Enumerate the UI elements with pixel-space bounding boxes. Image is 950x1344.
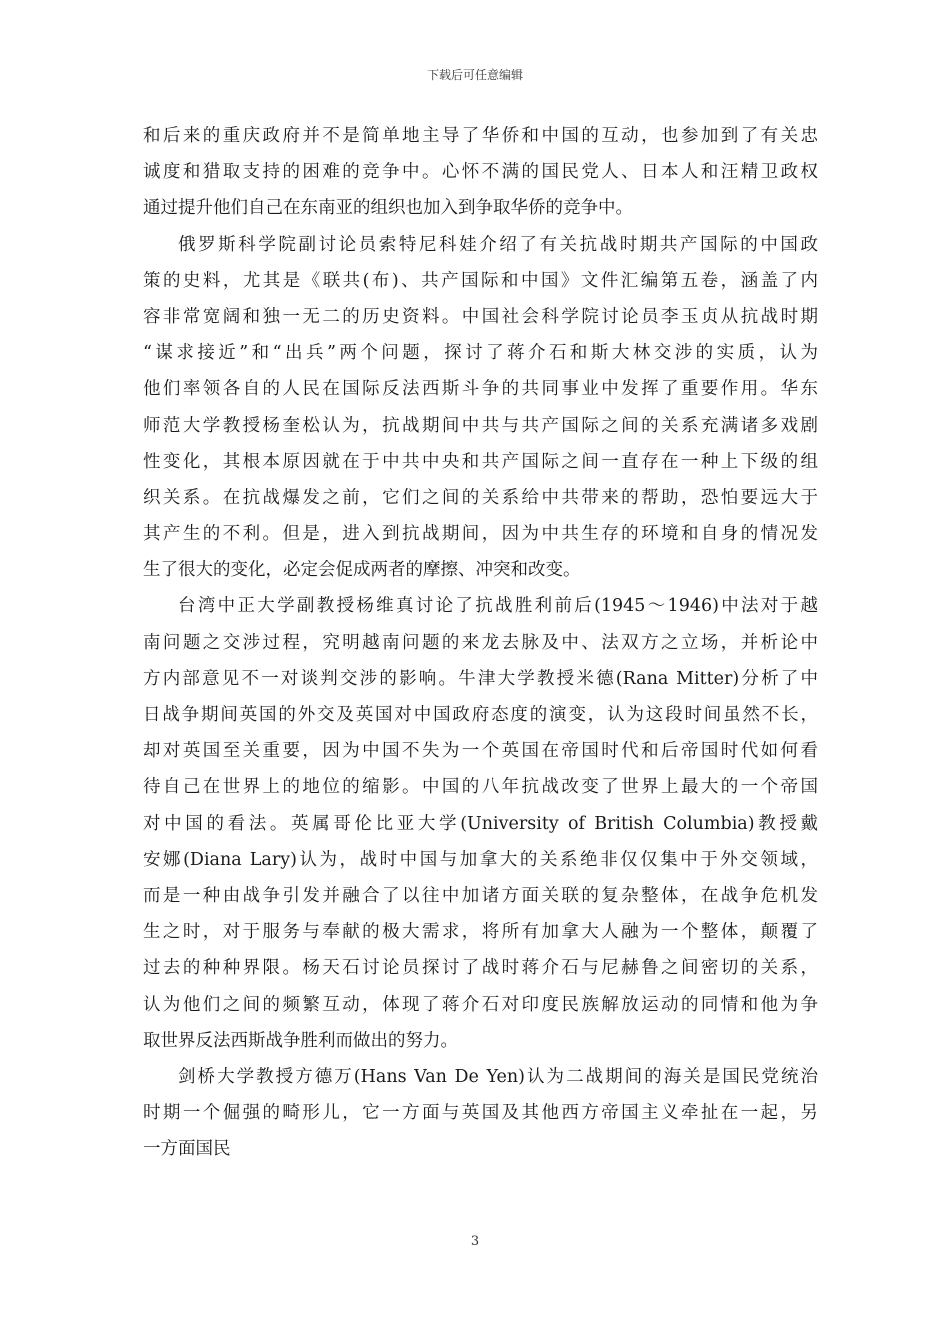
text-line: 容非常宽阔和独一无二的历史资料。中国社会科学院讨论员李玉贞从抗战时期 (143, 306, 818, 327)
text-line: 却对英国至关重要，因为中国不失为一个英国在帝国时代和后帝国时代如何看 (143, 741, 818, 762)
page-number: 3 (470, 1234, 480, 1249)
text-line: 他们率领各自的人民在国际反法西斯斗争的共同事业中发挥了重要作用。华东 (143, 379, 818, 400)
text-line: 织关系。在抗战爆发之前，它们之间的关系给中共带来的帮助，恐怕要远大于 (143, 487, 818, 508)
document-body (143, 118, 818, 1167)
text-line: 安娜(Diana Lary)认为，战时中国与加拿大的关系绝非仅仅集中于外交领域， (143, 849, 818, 870)
text-line: 认为他们之间的频繁互动，体现了蒋介石对印度民族解放运动的同情和他为争 (143, 994, 818, 1015)
text-line: 通过提升他们自己在东南亚的组织也加入到争取华侨的竞争中。 (143, 198, 633, 219)
text-line: 台湾中正大学副教授杨维真讨论了抗战胜利前后(1945～1946)中法对于越 (178, 596, 818, 617)
text-line: 生之时，对于服务与奉献的极大需求，将所有加拿大人融为一个整体，颠覆了 (143, 922, 818, 943)
text-line: 和后来的重庆政府并不是简单地主导了华侨和中国的互动，也参加到了有关忠 (143, 126, 818, 146)
page-header: 下载后可任意编辑 (426, 68, 523, 82)
text-line: “谋求接近”和“出兵”两个问题，探讨了蒋介石和斯大林交涉的实质，认为 (143, 343, 818, 364)
text-line: 日战争期间英国的外交及英国对中国政府态度的演变，认为这段时间虽然不长， (143, 705, 818, 725)
text-line: 诚度和猎取支持的困难的竞争中。心怀不满的国民党人、日本人和汪精卫政权 (143, 162, 818, 183)
text-line: 而是一种由战争引发并融合了以往中加诸方面关联的复杂整体，在战争危机发 (143, 885, 818, 906)
text-line: 师范大学教授杨奎松认为，抗战期间中共与共产国际之间的关系充满诸多戏剧 (143, 415, 818, 436)
text-line: 待自己在世界上的地位的缩影。中国的八年抗战改变了世界上最大的一个帝国 (143, 777, 818, 798)
text-line: 策的史料，尤其是《联共(布)、共产国际和中国》文件汇编第五卷，涵盖了内 (143, 270, 818, 291)
text-line: 俄罗斯科学院副讨论员索特尼科娃介绍了有关抗战时期共产国际的中国政 (178, 234, 818, 255)
text-line: 取世界反法西斯战争胜利而做出的努力。 (143, 1030, 458, 1051)
text-line: 其产生的不利。但是，进入到抗战期间，因为中共生存的环境和自身的情况发 (143, 524, 818, 545)
text-line: 时期一个倔强的畸形儿，它一方面与英国及其他西方帝国主义牵扯在一起，另 (143, 1103, 818, 1124)
text-line: 过去的种种界限。杨天石讨论员探讨了战时蒋介石与尼赫鲁之间密切的关系， (143, 958, 818, 979)
text-line: 一方面国民 (143, 1139, 231, 1160)
text-line: 对中国的看法。英属哥伦比亚大学(University of British Columbia)教授戴 (143, 813, 818, 834)
text-line: 南问题之交涉过程，究明越南问题的来龙去脉及中、法双方之立场，并析论中 (143, 632, 818, 653)
text-line: 生了很大的变化，必定会促成两者的摩擦、冲突和改变。 (143, 560, 581, 581)
text-line: 方内部意见不一对谈判交涉的影响。牛津大学教授米德(Rana Mitter)分析了中 (143, 668, 818, 689)
text-line: 性变化，其根本原因就在于中共中央和共产国际之间一直存在一种上下级的组 (143, 451, 818, 472)
text-line: 剑桥大学教授方德万(Hans Van De Yen)认为二战期间的海关是国民党统治 (178, 1066, 818, 1087)
